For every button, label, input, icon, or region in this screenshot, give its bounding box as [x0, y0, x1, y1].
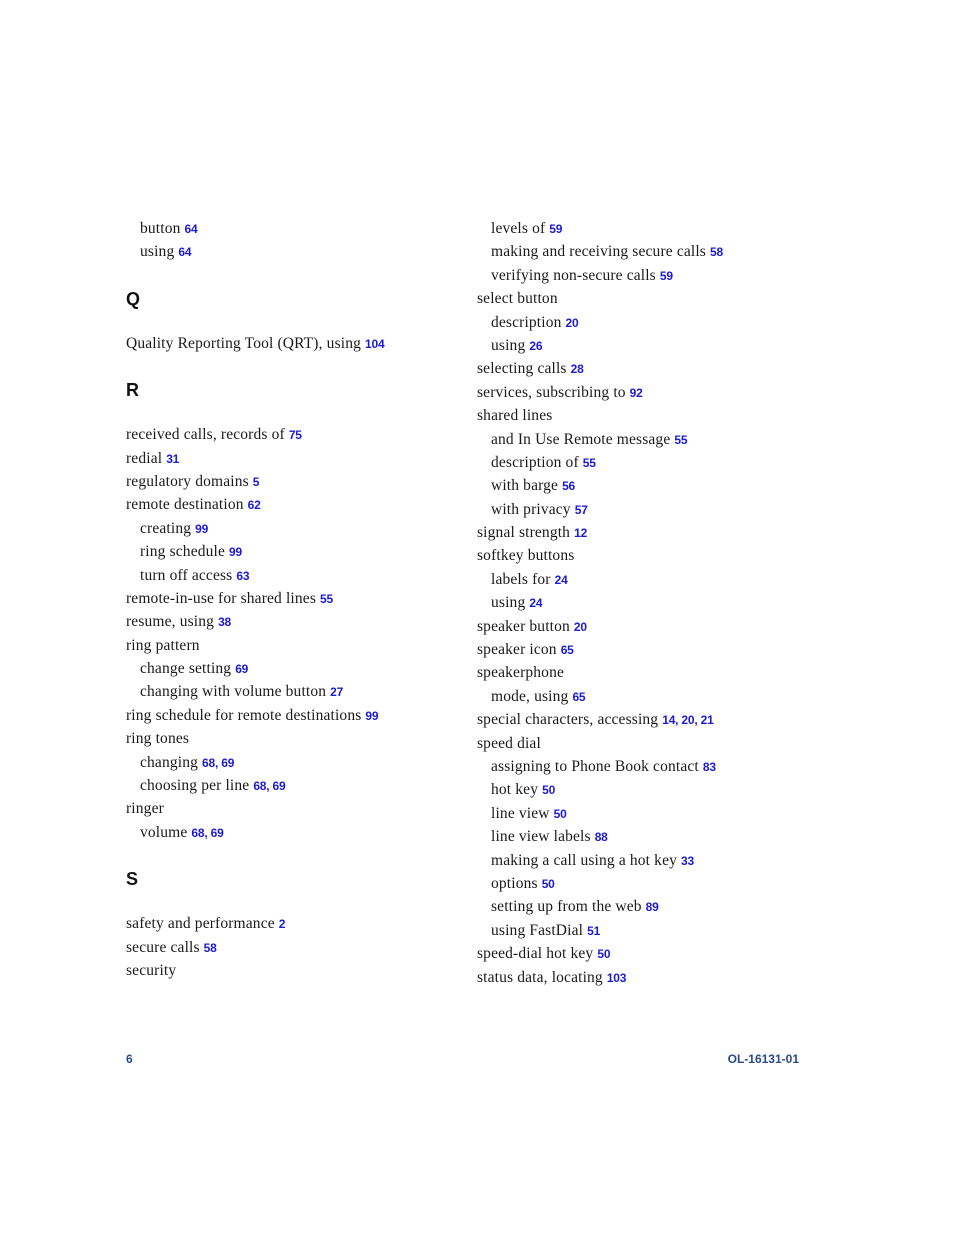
index-subentry: [477, 311, 807, 334]
page-link[interactable]: 92: [629, 385, 643, 400]
index-entry: [126, 936, 466, 959]
entry-text: volume: [140, 823, 188, 841]
index-subentry: [477, 778, 807, 801]
entry-text: using: [491, 594, 526, 612]
index-subentry: [126, 751, 466, 774]
page-link[interactable]: 50: [542, 783, 556, 798]
page-link[interactable]: 83: [702, 759, 716, 774]
entry-text: labels for: [491, 570, 551, 588]
page-link[interactable]: 89: [645, 900, 659, 915]
entry-text: speaker button: [477, 617, 570, 635]
index-entry: [477, 404, 807, 427]
page-link[interactable]: 20: [573, 619, 587, 634]
section-letter: Q: [126, 288, 141, 309]
page-link[interactable]: 104: [365, 336, 385, 351]
entry-text: security: [126, 961, 177, 979]
entry-text: redial: [126, 449, 163, 467]
index-entry: [477, 615, 807, 638]
entry-text: status data, locating: [477, 968, 603, 986]
page-link[interactable]: 55: [320, 591, 333, 606]
page-link[interactable]: 75: [288, 428, 302, 443]
index-subentry: [126, 540, 466, 563]
page-link[interactable]: 99: [195, 521, 209, 536]
page-link[interactable]: 38: [218, 615, 232, 630]
entry-text: remote destination: [126, 496, 244, 514]
entry-text: levels of: [491, 220, 546, 237]
index-subentry: [477, 919, 807, 942]
index-subentry: [477, 872, 807, 895]
index-column-left: [126, 217, 466, 982]
entry-text: Quality Reporting Tool (QRT), using: [126, 334, 362, 352]
index-entry: [126, 332, 466, 355]
entry-text: turn off access: [140, 566, 233, 584]
index-subentry: [477, 240, 807, 263]
index-subentry: [477, 264, 807, 287]
page-link[interactable]: 50: [541, 876, 555, 891]
page-link[interactable]: 64: [178, 245, 192, 260]
page-link[interactable]: 28: [570, 362, 584, 377]
entry-text: services, subscribing to: [477, 383, 626, 401]
index-entry: [477, 732, 807, 755]
entry-text: safety and performance: [126, 915, 275, 933]
index-entry: [126, 959, 466, 982]
entry-text: ring pattern: [126, 636, 200, 654]
index-subentry: [477, 825, 807, 848]
index-subentry: [126, 217, 466, 240]
page-link[interactable]: 2: [278, 917, 286, 932]
page-link[interactable]: 27: [330, 685, 344, 700]
index-entry: [477, 357, 807, 380]
index-subentry: [477, 849, 807, 872]
index-subentry: [126, 564, 466, 587]
page-link[interactable]: 58: [709, 245, 723, 260]
entry-text: speakerphone: [477, 664, 565, 682]
entry-text: choosing per line: [140, 777, 250, 795]
index-subentry: [477, 217, 807, 240]
index-entry: [477, 638, 807, 661]
entry-text: creating: [140, 519, 192, 537]
entry-text: resume, using: [126, 613, 215, 631]
page-link[interactable]: 20: [565, 315, 579, 330]
index-entry: [126, 727, 466, 750]
page-link[interactable]: 50: [553, 806, 567, 821]
page-link[interactable]: 57: [574, 502, 588, 517]
entry-text: ringer: [126, 800, 164, 818]
index-subentry: [126, 774, 466, 797]
page-link[interactable]: 68, 69: [253, 779, 286, 794]
page-link[interactable]: 59: [659, 268, 673, 283]
entry-text: using: [491, 336, 526, 354]
entry-text: special characters, accessing: [477, 711, 659, 729]
entry-text: changing: [140, 753, 199, 771]
index-entry: [477, 708, 807, 731]
index-subentry: [477, 755, 807, 778]
page-link[interactable]: 88: [594, 830, 608, 845]
entry-text: options: [491, 874, 538, 892]
entry-text: making a call using a hot key: [491, 851, 677, 869]
entry-text: shared lines: [477, 407, 553, 425]
section-letter: R: [126, 380, 139, 401]
index-subentry: [477, 451, 807, 474]
entry-text: secure calls: [126, 938, 200, 956]
page-link[interactable]: 65: [572, 689, 586, 704]
entry-text: line view: [491, 804, 550, 822]
page-link[interactable]: 26: [529, 338, 543, 353]
index-entry: [477, 544, 807, 567]
index-subentry: [477, 685, 807, 708]
entry-text: speaker icon: [477, 641, 557, 659]
entry-text: mode, using: [491, 687, 569, 705]
index-subentry: [477, 591, 807, 614]
page-link[interactable]: 12: [574, 526, 588, 541]
index-subentry: [126, 680, 466, 703]
entry-text: speed-dial hot key: [477, 945, 594, 963]
entry-text: setting up from the web: [491, 898, 642, 916]
index-entry: [477, 521, 807, 544]
page-link[interactable]: 65: [560, 643, 574, 658]
entry-text: changing with volume button: [140, 683, 327, 701]
index-entry: [126, 912, 466, 935]
index-entry: [126, 610, 466, 633]
page-link[interactable]: 33: [681, 853, 694, 868]
index-subentry: [477, 498, 807, 521]
index-subentry: [477, 334, 807, 357]
entry-text: ring tones: [126, 730, 190, 748]
index-entry: [126, 447, 466, 470]
entry-text: description of: [491, 453, 579, 471]
entry-text: with barge: [491, 477, 559, 495]
page-link[interactable]: 14, 20, 21: [662, 713, 714, 728]
page-link[interactable]: 56: [562, 479, 576, 494]
index-subentry: [477, 474, 807, 497]
page-link[interactable]: 99: [229, 545, 242, 560]
entry-text: line view labels: [491, 828, 591, 846]
page-link[interactable]: 50: [597, 947, 611, 962]
page-link[interactable]: 62: [247, 498, 261, 513]
entry-text: assigning to Phone Book contact: [491, 757, 699, 775]
index-subentry: [477, 802, 807, 825]
index-entry: [477, 661, 807, 684]
index-entry: [126, 704, 466, 727]
index-subentry: [126, 517, 466, 540]
index-entry: [126, 634, 466, 657]
entry-text: selecting calls: [477, 360, 567, 378]
entry-text: regulatory domains: [126, 472, 249, 490]
index-column-right: [477, 217, 807, 989]
index-subentry: [126, 657, 466, 680]
entry-text: hot key: [491, 781, 539, 799]
index-subentry: [477, 895, 807, 918]
entry-text: ring schedule for remote destinations: [126, 706, 362, 724]
entry-text: signal strength: [477, 524, 571, 542]
index-entry: [126, 797, 466, 820]
page-link[interactable]: 55: [674, 432, 688, 447]
entry-text: using: [140, 243, 175, 261]
page-link[interactable]: 59: [549, 222, 563, 236]
entry-text: with privacy: [491, 500, 571, 518]
page-link[interactable]: 51: [587, 923, 601, 938]
index-subentry: [477, 428, 807, 451]
index-subentry: [126, 821, 466, 844]
entry-text: verifying non-secure calls: [491, 266, 656, 284]
page-link[interactable]: 103: [606, 970, 627, 985]
entry-text: select button: [477, 290, 558, 308]
index-entry: [126, 423, 466, 446]
page-link[interactable]: 24: [554, 572, 568, 587]
index-entry: [477, 287, 807, 310]
page-link[interactable]: 31: [166, 451, 180, 466]
page-link[interactable]: 24: [529, 596, 543, 611]
footer-doc-id: OL-16131-01: [727, 1052, 799, 1066]
index-subentry: [477, 568, 807, 591]
page-link[interactable]: 68, 69: [191, 825, 224, 840]
index-entry: [477, 381, 807, 404]
page-link[interactable]: 64: [184, 222, 198, 236]
index-subentry: [126, 240, 466, 263]
index-entry: [477, 966, 807, 989]
section-letter: S: [126, 869, 139, 890]
entry-text: remote-in-use for shared lines: [126, 589, 317, 607]
footer-page-number: 6: [126, 1052, 133, 1066]
page-link[interactable]: 68, 69: [202, 755, 235, 770]
entry-text: softkey buttons: [477, 547, 575, 565]
entry-text: ring schedule: [140, 543, 226, 561]
entry-text: change setting: [140, 660, 232, 678]
entry-text: received calls, records of: [126, 426, 285, 444]
page-link[interactable]: 63: [236, 568, 250, 583]
page-link[interactable]: 55: [582, 455, 596, 470]
page-link[interactable]: 99: [365, 708, 379, 723]
entry-text: button: [140, 220, 181, 237]
entry-text: making and receiving secure calls: [491, 243, 706, 261]
entry-text: and In Use Remote message: [491, 430, 671, 448]
page-link[interactable]: 5: [252, 474, 260, 489]
index-entry: [126, 587, 466, 610]
index-entry: [126, 493, 466, 516]
entry-text: speed dial: [477, 734, 541, 752]
entry-text: using FastDial: [491, 921, 584, 939]
entry-text: description: [491, 313, 562, 331]
page-link[interactable]: 69: [235, 662, 249, 677]
index-entry: [126, 470, 466, 493]
index-entry: [477, 942, 807, 965]
page-link[interactable]: 58: [203, 940, 217, 955]
